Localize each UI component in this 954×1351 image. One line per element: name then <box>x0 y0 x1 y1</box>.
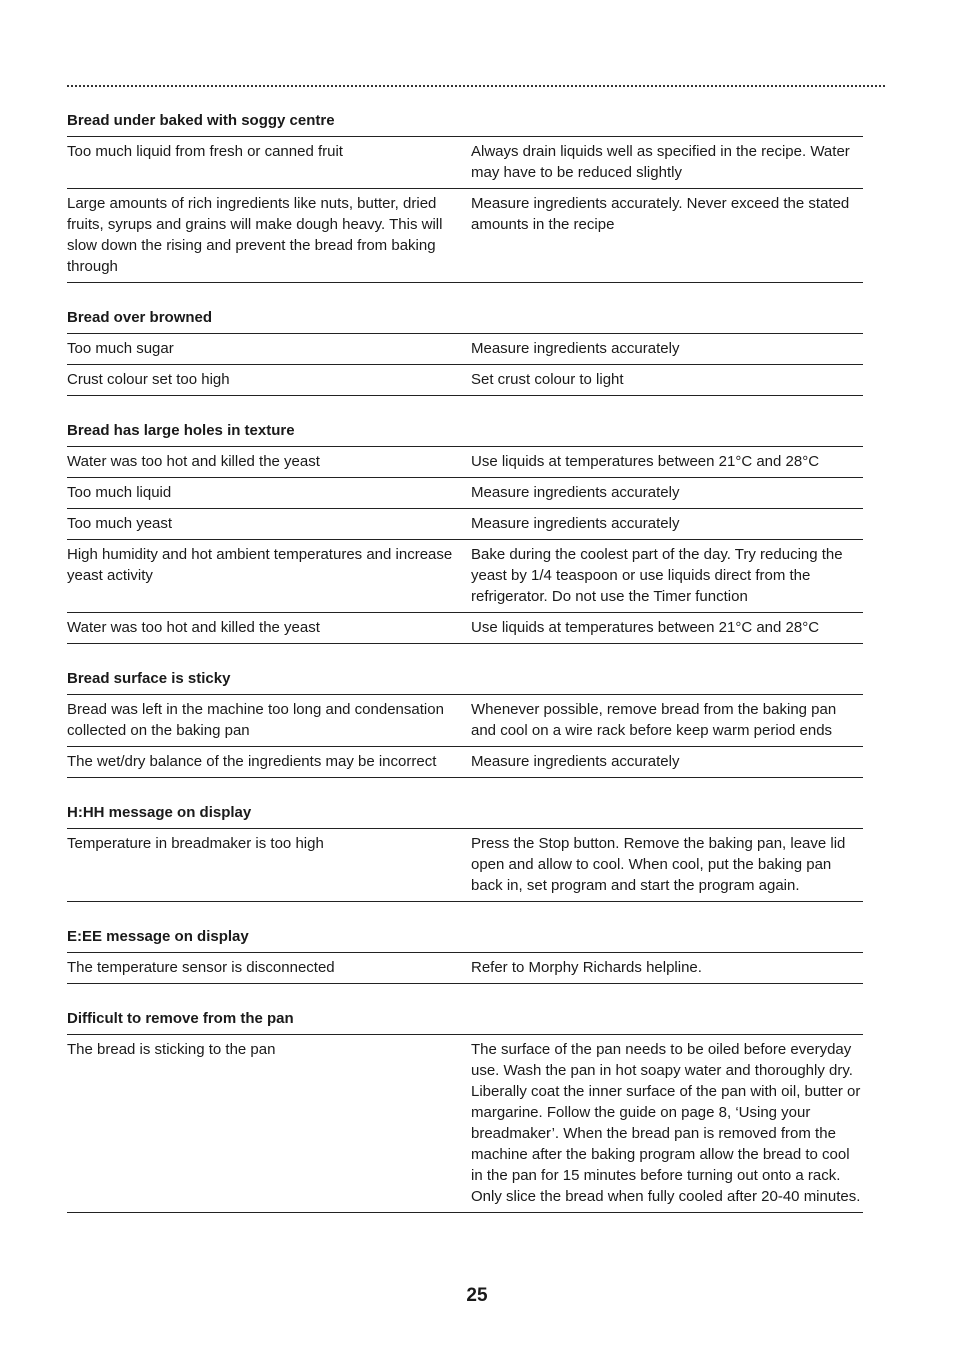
remedy-cell: Press the Stop button. Remove the baking pan, leave lid open and allow to cool. When cool, put the baking pan back in, set program and start the program again. <box>471 835 846 894</box>
table-row <box>67 695 863 747</box>
troubleshooting-section <box>67 924 863 984</box>
cause-cell: Water was too hot and killed the yeast <box>67 619 320 636</box>
section-title: Bread under baked with soggy centre <box>67 108 863 137</box>
troubleshooting-section <box>67 666 863 778</box>
cause-cell: Too much yeast <box>67 515 173 532</box>
table-row <box>67 1035 863 1213</box>
remedy-cell: Measure ingredients accurately <box>471 340 680 357</box>
troubleshooting-table <box>67 108 863 1235</box>
cause-cell: Large amounts of rich ingredients like nuts, butter, dried fruits, syrups and grains will make dough heavy. This will slow down the rising and prevent the bread from baking through <box>67 195 443 275</box>
page-number: 25 <box>466 1285 488 1306</box>
table-row <box>67 334 863 365</box>
cause-cell: The temperature sensor is disconnected <box>67 959 335 976</box>
remedy-cell: The surface of the pan needs to be oiled before everyday use. Wash the pan in hot soapy water and thoroughly dry. Liberally coat the inner surface of the pan with oil, butter or margarine. Follow the guide on page 8, ‘Using your breadmaker’. When the bread pan is removed from the machine after the baking program allow the bread to cool in the pan for 15 minutes before turning out onto a rack. Only slice the bread when fully cooled after 20-40 minutes. <box>471 1041 861 1205</box>
cause-cell: Bread was left in the machine too long and condensation collected on the baking pan <box>67 701 444 739</box>
table-row <box>67 189 863 283</box>
cause-cell: Temperature in breadmaker is too high <box>67 835 324 852</box>
section-title: Bread over browned <box>67 305 863 334</box>
table-row <box>67 447 863 478</box>
remedy-cell: Measure ingredients accurately <box>471 484 680 501</box>
section-title: E:EE message on display <box>67 924 863 953</box>
dotted-divider <box>67 85 885 87</box>
table-row <box>67 540 863 613</box>
remedy-cell: Measure ingredients accurately. Never exceed the stated amounts in the recipe <box>471 195 850 233</box>
troubleshooting-section <box>67 800 863 902</box>
table-row <box>67 365 863 396</box>
troubleshooting-section <box>67 1006 863 1213</box>
cause-cell: High humidity and hot ambient temperatures and increase yeast activity <box>67 546 453 584</box>
table-row <box>67 953 863 984</box>
section-title: H:HH message on display <box>67 800 863 829</box>
remedy-cell: Set crust colour to light <box>471 371 624 388</box>
table-row <box>67 829 863 902</box>
remedy-cell: Whenever possible, remove bread from the baking pan and cool on a wire rack before keep warm period ends <box>471 701 837 739</box>
troubleshooting-section <box>67 418 863 644</box>
remedy-cell: Always drain liquids well as specified in the recipe. Water may have to be reduced slightly <box>471 143 850 181</box>
table-row <box>67 613 863 644</box>
table-row <box>67 509 863 540</box>
cause-cell: The bread is sticking to the pan <box>67 1041 276 1058</box>
section-title: Difficult to remove from the pan <box>67 1006 863 1035</box>
cause-cell: Water was too hot and killed the yeast <box>67 453 320 470</box>
section-title: Bread has large holes in texture <box>67 418 863 447</box>
cause-cell: Too much sugar <box>67 340 174 357</box>
troubleshooting-section <box>67 305 863 396</box>
remedy-cell: Refer to Morphy Richards helpline. <box>471 959 702 976</box>
section-title: Bread surface is sticky <box>67 666 863 695</box>
cause-cell: Too much liquid from fresh or canned fruit <box>67 143 343 160</box>
cause-cell: Too much liquid <box>67 484 172 501</box>
troubleshooting-section <box>67 108 863 283</box>
remedy-cell: Measure ingredients accurately <box>471 515 680 532</box>
remedy-cell: Measure ingredients accurately <box>471 753 680 770</box>
table-row <box>67 137 863 189</box>
remedy-cell: Use liquids at temperatures between 21°C and 28°C <box>471 453 820 470</box>
table-row <box>67 478 863 509</box>
table-row <box>67 747 863 778</box>
cause-cell: The wet/dry balance of the ingredients may be incorrect <box>67 753 437 770</box>
remedy-cell: Bake during the coolest part of the day. Try reducing the yeast by 1/4 teaspoon or use liquids direct from the refrigerator. Do not use the Timer function <box>471 546 843 605</box>
remedy-cell: Use liquids at temperatures between 21°C and 28°C <box>471 619 820 636</box>
cause-cell: Crust colour set too high <box>67 371 230 388</box>
